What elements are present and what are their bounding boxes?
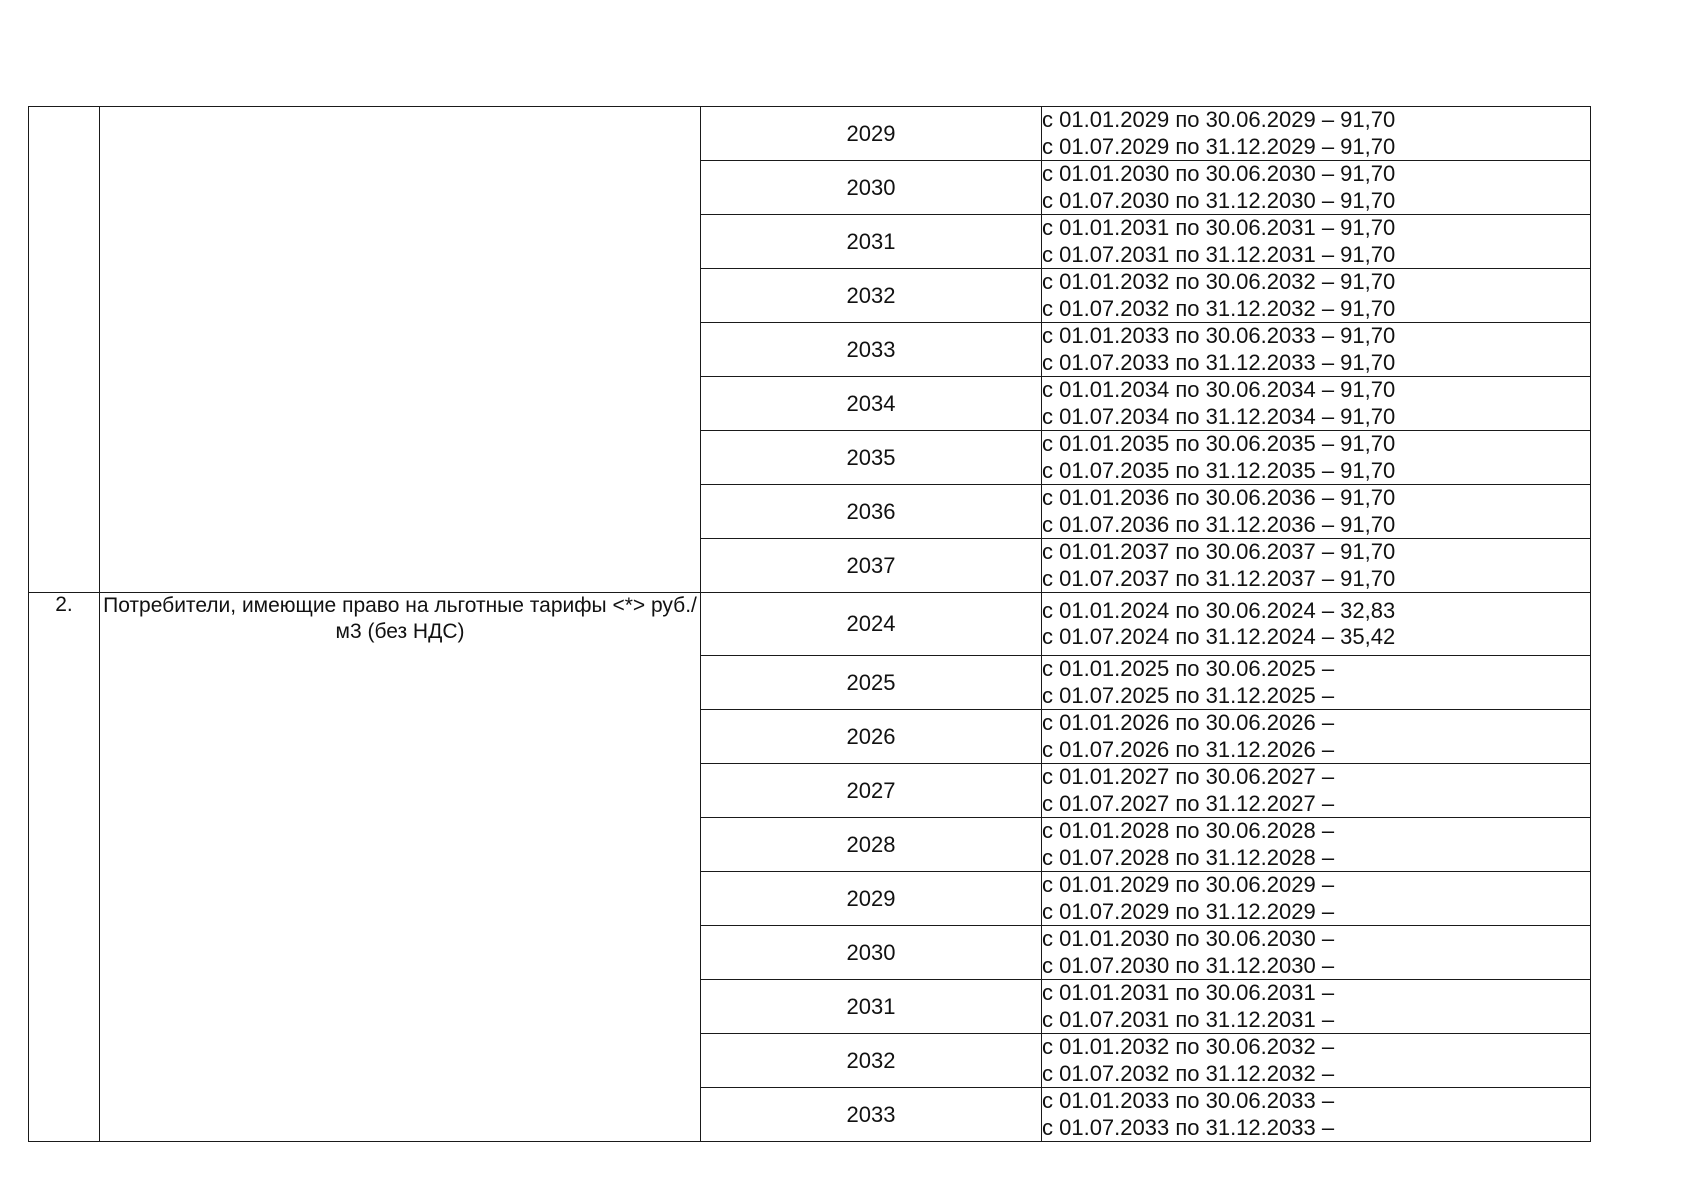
tariff-period-cell <box>1042 539 1591 593</box>
year-cell: 2024 <box>701 593 1042 656</box>
tariff-period-line: с 01.01.2036 по 30.06.2036 – 91,70 <box>1042 485 1396 510</box>
tariff-period-line: с 01.07.2035 по 31.12.2035 – 91,70 <box>1042 457 1396 483</box>
tariff-period-cell <box>1042 485 1591 539</box>
tariff-period-line: с 01.01.2025 по 30.06.2025 – <box>1042 656 1335 681</box>
tariff-period-cell <box>1042 1088 1591 1142</box>
tariff-period-line: с 01.07.2026 по 31.12.2026 – <box>1042 736 1335 762</box>
year-cell: 2033 <box>701 1088 1042 1142</box>
year-cell: 2035 <box>701 431 1042 485</box>
table-row <box>29 107 1591 161</box>
consumer-category-cell: Потребители, имеющие право на льготные тарифы <*> руб./м3 (без НДС) <box>100 593 701 1142</box>
tariff-period-line: с 01.01.2032 по 30.06.2032 – <box>1042 1034 1335 1059</box>
tariff-table <box>28 106 1591 1142</box>
tariff-period-line: с 01.01.2027 по 30.06.2027 – <box>1042 764 1335 789</box>
year-cell: 2029 <box>701 107 1042 161</box>
tariff-period-cell <box>1042 764 1591 818</box>
table-row <box>29 593 1591 656</box>
tariff-period-line: с 01.07.2031 по 31.12.2031 – 91,70 <box>1042 241 1396 267</box>
tariff-period-line: с 01.01.2033 по 30.06.2033 – 91,70 <box>1042 323 1396 348</box>
tariff-period-line: с 01.07.2031 по 31.12.2031 – <box>1042 1006 1335 1032</box>
tariff-period-cell <box>1042 377 1591 431</box>
tariff-period-line: с 01.07.2029 по 31.12.2029 – 91,70 <box>1042 133 1396 159</box>
tariff-period-cell <box>1042 1034 1591 1088</box>
tariff-period-cell <box>1042 926 1591 980</box>
tariff-period-line: с 01.07.2032 по 31.12.2032 – <box>1042 1060 1335 1086</box>
tariff-period-line: с 01.07.2037 по 31.12.2037 – 91,70 <box>1042 565 1396 591</box>
tariff-period-line: с 01.07.2029 по 31.12.2029 – <box>1042 898 1335 924</box>
tariff-period-line: с 01.07.2033 по 31.12.2033 – <box>1042 1114 1335 1140</box>
tariff-period-cell <box>1042 431 1591 485</box>
tariff-period-cell <box>1042 818 1591 872</box>
tariff-period-line: с 01.01.2034 по 30.06.2034 – 91,70 <box>1042 377 1396 402</box>
year-cell: 2026 <box>701 710 1042 764</box>
year-cell: 2029 <box>701 872 1042 926</box>
tariff-period-line: с 01.01.2033 по 30.06.2033 – <box>1042 1088 1335 1113</box>
tariff-period-cell <box>1042 872 1591 926</box>
tariff-period-line: с 01.01.2035 по 30.06.2035 – 91,70 <box>1042 431 1396 456</box>
tariff-period-cell <box>1042 710 1591 764</box>
tariff-period-line: с 01.01.2028 по 30.06.2028 – <box>1042 818 1335 843</box>
year-cell: 2037 <box>701 539 1042 593</box>
tariff-period-cell <box>1042 980 1591 1034</box>
tariff-period-line: с 01.01.2032 по 30.06.2032 – 91,70 <box>1042 269 1396 294</box>
row-number-cell <box>29 107 100 593</box>
tariff-period-line: с 01.01.2026 по 30.06.2026 – <box>1042 710 1335 735</box>
tariff-table-body <box>29 107 1591 1142</box>
year-cell: 2027 <box>701 764 1042 818</box>
tariff-period-line: с 01.07.2036 по 31.12.2036 – 91,70 <box>1042 511 1396 537</box>
tariff-period-line: с 01.07.2030 по 31.12.2030 – <box>1042 952 1335 978</box>
year-cell: 2030 <box>701 161 1042 215</box>
tariff-period-line: с 01.07.2027 по 31.12.2027 – <box>1042 790 1335 816</box>
year-cell: 2032 <box>701 1034 1042 1088</box>
tariff-period-line: с 01.07.2032 по 31.12.2032 – 91,70 <box>1042 295 1396 321</box>
tariff-period-line: с 01.01.2030 по 30.06.2030 – 91,70 <box>1042 161 1396 186</box>
tariff-period-cell <box>1042 107 1591 161</box>
tariff-period-cell <box>1042 161 1591 215</box>
tariff-period-line: с 01.07.2030 по 31.12.2030 – 91,70 <box>1042 187 1396 213</box>
year-cell: 2030 <box>701 926 1042 980</box>
year-cell: 2033 <box>701 323 1042 377</box>
tariff-period-line: с 01.01.2024 по 30.06.2024 – 32,83 <box>1042 597 1396 623</box>
tariff-period-cell <box>1042 593 1591 656</box>
year-cell: 2025 <box>701 656 1042 710</box>
tariff-period-line: с 01.01.2030 по 30.06.2030 – <box>1042 926 1335 951</box>
tariff-period-cell <box>1042 323 1591 377</box>
tariff-period-cell <box>1042 269 1591 323</box>
year-cell: 2036 <box>701 485 1042 539</box>
tariff-period-line: с 01.07.2025 по 31.12.2025 – <box>1042 682 1335 708</box>
year-cell: 2031 <box>701 215 1042 269</box>
tariff-period-line: с 01.07.2024 по 31.12.2024 – 35,42 <box>1042 624 1396 649</box>
consumer-category-cell <box>100 107 701 593</box>
row-number-cell: 2. <box>29 593 100 1142</box>
tariff-period-line: с 01.07.2034 по 31.12.2034 – 91,70 <box>1042 403 1396 429</box>
tariff-period-cell <box>1042 215 1591 269</box>
tariff-period-line: с 01.07.2033 по 31.12.2033 – 91,70 <box>1042 349 1396 375</box>
tariff-period-line: с 01.01.2031 по 30.06.2031 – 91,70 <box>1042 215 1396 240</box>
tariff-period-line: с 01.01.2029 по 30.06.2029 – 91,70 <box>1042 107 1396 132</box>
tariff-period-line: с 01.07.2028 по 31.12.2028 – <box>1042 844 1335 870</box>
year-cell: 2031 <box>701 980 1042 1034</box>
tariff-period-cell <box>1042 656 1591 710</box>
tariff-period-line: с 01.01.2031 по 30.06.2031 – <box>1042 980 1335 1005</box>
year-cell: 2032 <box>701 269 1042 323</box>
tariff-period-line: с 01.01.2037 по 30.06.2037 – 91,70 <box>1042 539 1396 564</box>
tariff-period-line: с 01.01.2029 по 30.06.2029 – <box>1042 872 1335 897</box>
year-cell: 2034 <box>701 377 1042 431</box>
year-cell: 2028 <box>701 818 1042 872</box>
